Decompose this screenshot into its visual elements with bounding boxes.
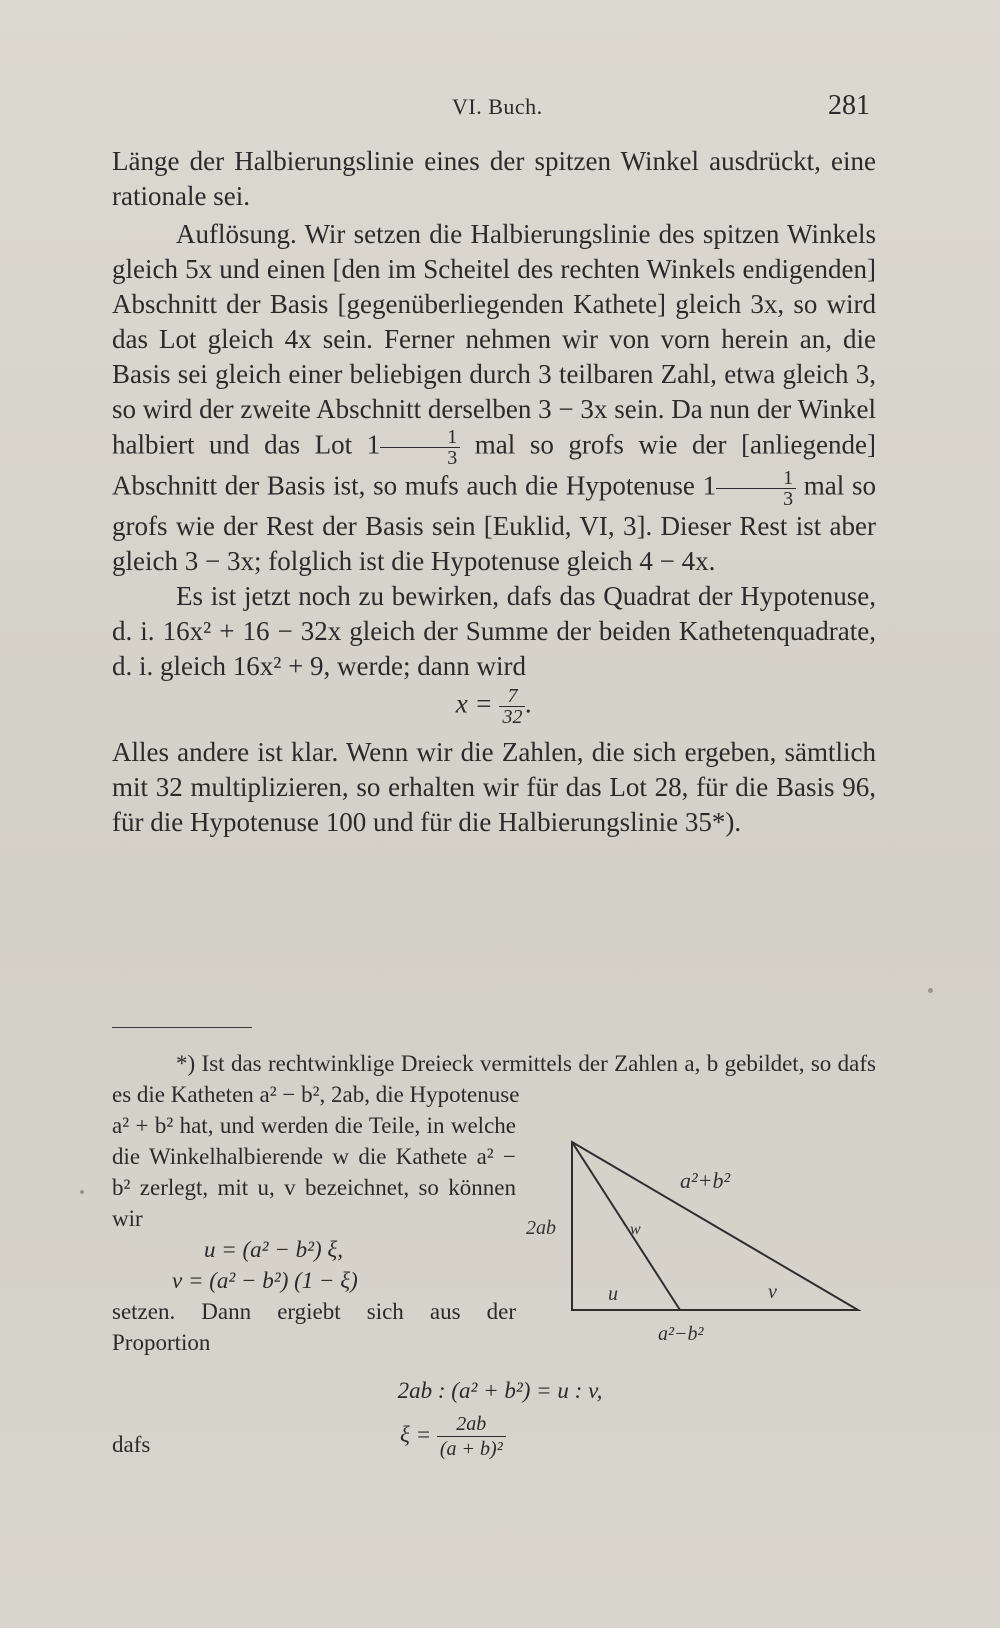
chapter-title: VI. Buch. — [452, 94, 543, 119]
fraction-one-third-b: $\frac{1}{3}$ — [716, 468, 796, 509]
triangle-diagram — [520, 1130, 880, 1350]
footnote-paragraph-1: *) Ist das rechtwinklige Dreieck vermittels der Zahlen a, b gebildet, so dafs es die Katheten a² − b², 2ab, die Hypotenuse — [112, 1051, 876, 1107]
equation-v: v = (a² − b²) (1 − ξ) — [172, 1268, 358, 1293]
paragraph-2-part-c: mal so grofs wie der Rest der Basis sein [Euklid, VI, 3]. Dieser Rest ist aber gleich 3 − 3x; folglich ist die Hypotenuse gleich 4 − 4x. — [112, 470, 876, 576]
label-v: v — [768, 1281, 777, 1303]
paragraph-1: Länge der Halbierungslinie eines der spitzen Winkel ausdrückt, eine rationale sei. — [112, 146, 876, 211]
footnote-paragraph-3: setzen. Dann ergiebt sich aus der Proportion — [112, 1299, 516, 1355]
main-text — [112, 144, 876, 840]
page-header — [0, 90, 1000, 134]
footnote-left-column — [112, 1110, 516, 1358]
label-u: u — [608, 1283, 618, 1305]
equation-u: u = (a² − b²) ξ, — [204, 1237, 343, 1262]
label-base: a²−b² — [658, 1323, 704, 1345]
page-number: 281 — [828, 90, 870, 121]
dass-word: dafs — [112, 1432, 151, 1457]
footnote-paragraph-2: a² + b² hat, und werden die Teile, in welche die Winkelhalbierende w die Kathete a² − b² zerlegt, mit u, v bezeichnet, so können wir — [112, 1113, 516, 1231]
solution-label: Auflösung. — [176, 219, 297, 249]
angle-bisector — [572, 1142, 680, 1310]
label-w: w — [630, 1221, 641, 1238]
paragraph-2 — [112, 217, 876, 579]
fraction-one-third-a: $\frac{1}{3}$ — [380, 427, 460, 468]
paragraph-4: Alles andere ist klar. Wenn wir die Zahlen, die sich ergeben, sämtlich mit 32 multiplizieren, so erhalten wir für das Lot 28, für die Basis 96, für die Hypotenuse 100 und für die Halbierungslinie 35*). — [112, 737, 876, 837]
label-hypotenuse: a²+b² — [680, 1168, 731, 1193]
paragraph-2-part-a: Wir setzen die Halbierungslinie des spitzen Winkels gleich 5x und einen [den im Scheitel des rechten Winkels endigenden] Abschnitt der Basis [gegenüberliegenden Kathete] gleich 3x, so wird das Lot gleich 4x sein. Ferner nehmen wir von vorn herein an, die Basis sei gleich einer beliebigen durch 3 teilbaren Zahl, etwa gleich 3, so wird der zweite Abschnitt derselben 3 − 3x sein. Da nun der Winkel halbiert und das Lot 1 — [112, 219, 876, 460]
footnote-rule — [112, 1027, 252, 1028]
paragraph-3: Es ist jetzt noch zu bewirken, dafs das Quadrat der Hypotenuse, d. i. 16x² + 16 − 32x gleich der Summe der beiden Kathetenquadrate, d. i. gleich 16x² + 9, werde; dann wird — [112, 581, 876, 681]
paper-speck — [80, 1190, 84, 1194]
proportion-equation: 2ab : (a² + b²) = u : v, — [397, 1378, 603, 1403]
fraction-xi: $\frac{2ab}{\text{(a + b)²}}$ — [437, 1412, 506, 1461]
paper-speck — [928, 988, 933, 993]
label-vertical-side: 2ab — [526, 1217, 556, 1239]
paragraph-2-part-b: mal so grofs wie der [anliegende] Abschnitt der Basis ist, so mufs auch die Hypotenuse 1 — [112, 429, 876, 501]
equation-x: x = $\frac{7}{32}$ . — [455, 685, 533, 728]
equation-xi: ξ = $\frac{2ab}{\text{(a + b)²}}$ — [400, 1412, 506, 1461]
fraction-7-32: $\frac{7}{32}$ — [499, 686, 525, 727]
